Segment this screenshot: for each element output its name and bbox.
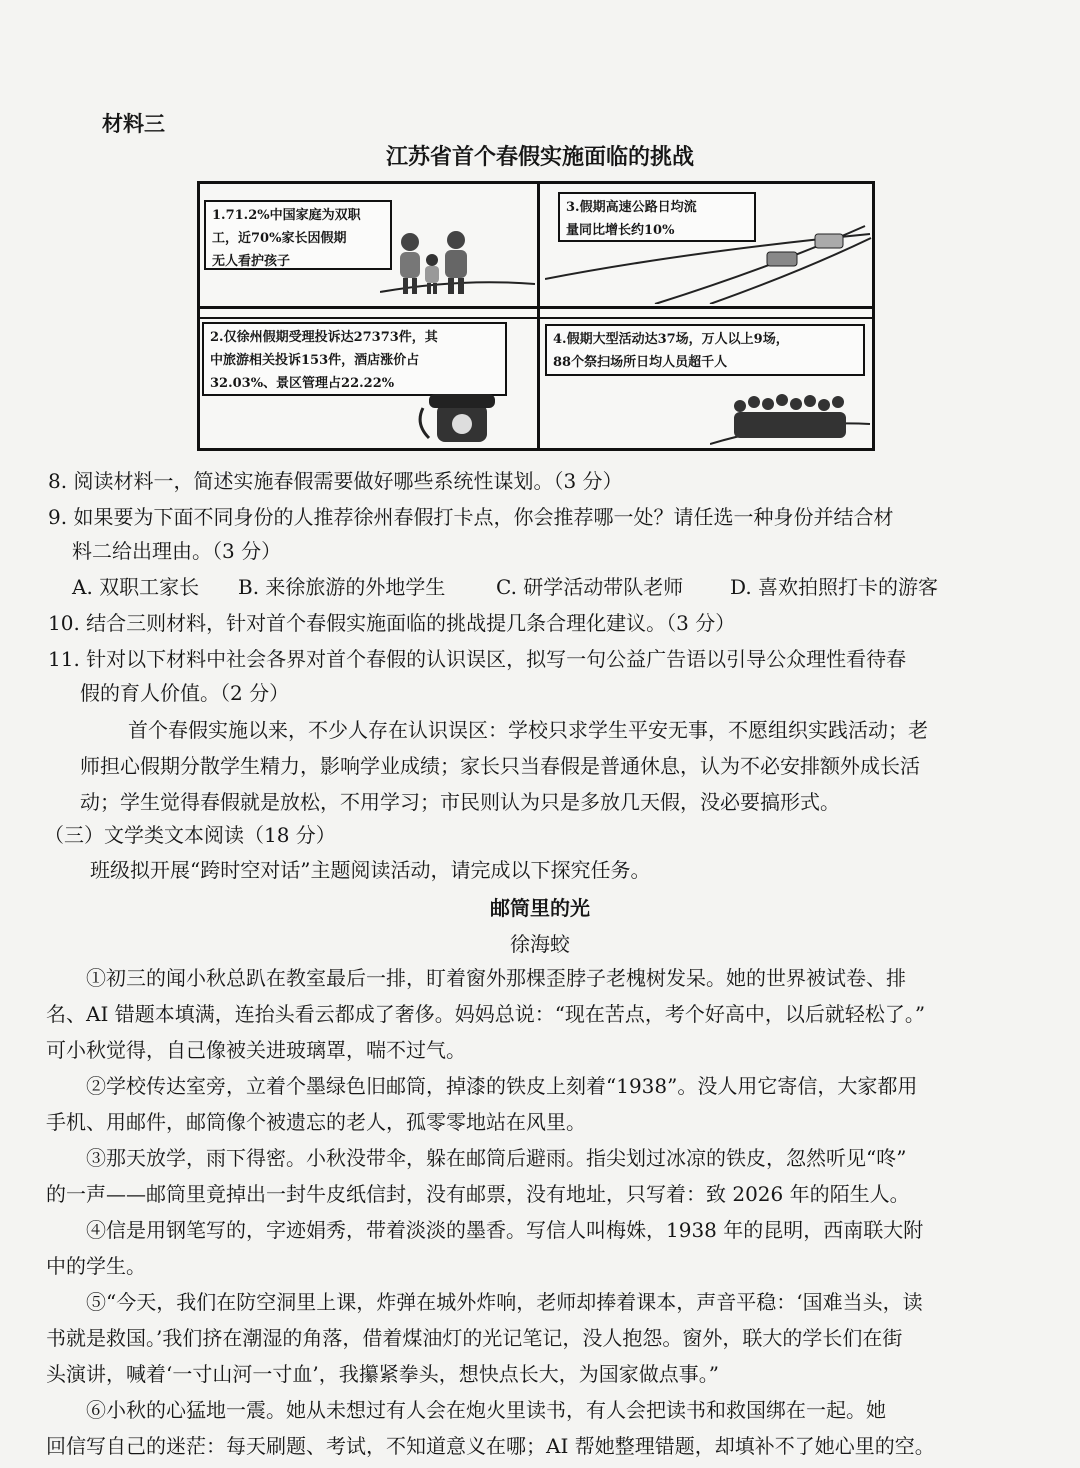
article-line: 书就是救国。’我们挤在潮湿的角落，借着煤油灯的光记笔记，没人抱怨。窗外，联大的学长们在街	[46, 1326, 903, 1350]
article-line: 手机、用邮件，邮筒像个被遗忘的老人，孤零零地站在风里。	[46, 1110, 586, 1134]
question-9-line-2: 料二给出理由。（3 分）	[72, 539, 282, 563]
article-line: ④信是用钢笔写的，字迹娟秀，带着淡淡的墨香。写信人叫梅姝，1938 年的昆明，西南联大附	[86, 1218, 924, 1242]
article-line: 可小秋觉得，自己像被关进玻璃罩，喘不过气。	[46, 1038, 466, 1062]
material-label: 材料三	[102, 111, 165, 136]
article-line: 回信写自己的迷茫：每天刷题、考试，不知道意义在哪；AI 帮她整理错题，却填补不了她心里的空。	[46, 1434, 935, 1458]
question-9-option-b: B. 来徐旅游的外地学生	[238, 575, 446, 599]
article-author: 徐海蛟	[510, 932, 570, 956]
family-illustration	[380, 222, 535, 304]
highway-illustration	[545, 224, 873, 304]
comic-panel-1-line: 工，近70%家长因假期	[212, 231, 347, 246]
article-line: ②学校传达室旁，立着个墨绿色旧邮筒，掉漆的铁皮上刻着“1938”。没人用它寄信，大家都用	[86, 1074, 918, 1098]
question-11-line-2: 假的育人价值。（2 分）	[80, 681, 290, 705]
comic-panel-1-line: 1.71.2%中国家庭为双职	[212, 208, 361, 223]
q11-material-line: 首个春假实施以来，不少人存在认识误区：学校只求学生平安无事，不愿组织实践活动；老	[128, 718, 928, 742]
question-10: 10. 结合三则材料，针对首个春假实施面临的挑战提几条合理化建议。（3 分）	[48, 611, 736, 635]
crowd-illustration	[710, 384, 875, 448]
q11-material-line: 师担心假期分散学生精力，影响学业成绩；家长只当春假是普通休息，认为不必安排额外成长活	[80, 754, 920, 778]
comic-title: 江苏省首个春假实施面临的挑战	[385, 144, 694, 170]
article-line: 头演讲，喊着‘一寸山河一寸血’，我攥紧拳头，想快点长大，为国家做点事。”	[46, 1362, 719, 1386]
article-line: 名、AI 错题本填满，连抬头看云都成了奢侈。妈妈总说：“现在苦点，考个好高中，以后就轻松了。”	[46, 1002, 926, 1026]
telephone-icon	[415, 384, 505, 448]
section-heading: （三）文学类文本阅读（18 分）	[44, 823, 336, 847]
article-line: ⑤“今天，我们在防空洞里上课，炸弹在城外炸响，老师却捧着课本，声音平稳：‘国难当头，读	[86, 1290, 923, 1314]
comic-panel-1-caption	[204, 200, 392, 270]
comic-panel-3-line: 量同比增长约10%	[566, 223, 675, 238]
question-11-line-1: 11. 针对以下材料中社会各界对首个春假的认识误区，拟写一句公益广告语以引导公众理性看待春	[48, 647, 907, 671]
article-title: 邮筒里的光	[490, 896, 590, 920]
q11-material-line: 动；学生觉得春假就是放松，不用学习；市民则认为只是多放几天假，没必要搞形式。	[80, 790, 840, 814]
section-intro: 班级拟开展“跨时空对话”主题阅读活动，请完成以下探究任务。	[90, 858, 651, 882]
question-9-option-d: D. 喜欢拍照打卡的游客	[730, 575, 939, 599]
article-line: ①初三的闻小秋总趴在教室最后一排，盯着窗外那棵歪脖子老槐树发呆。她的世界被试卷、排	[86, 966, 906, 990]
question-9-option-c: C. 研学活动带队老师	[496, 575, 684, 599]
article-line: 的一声——邮筒里竟掉出一封牛皮纸信封，没有邮票，没有地址，只写着：致 2026 年的陌生人。	[46, 1182, 910, 1206]
question-9-line-1: 9. 如果要为下面不同身份的人推荐徐州春假打卡点，你会推荐哪一处？请任选一种身份并结合材	[48, 505, 894, 529]
question-9-option-a: A. 双职工家长	[72, 575, 200, 599]
comic-panel-1-line: 无人看护孩子	[212, 254, 291, 269]
question-8: 8. 阅读材料一，简述实施春假需要做好哪些系统性谋划。（3 分）	[48, 469, 623, 493]
article-line: ⑥小秋的心猛地一震。她从未想过有人会在炮火里读书，有人会把读书和救国绑在一起。她	[86, 1398, 886, 1422]
comic-panel-2-line: 2.仅徐州假期受理投诉达27373件，其	[210, 330, 438, 345]
comic-panel-4-line: 4.假期大型活动达37场，万人以上9场，	[553, 332, 789, 347]
article-line: 中的学生。	[46, 1254, 146, 1278]
comic-panel-4-line: 88个祭扫场所日均人员超千人	[553, 355, 728, 370]
comic-panel-3-line: 3.假期高速公路日均流	[566, 200, 697, 215]
comic-panel-4-caption	[545, 324, 865, 376]
article-line: ③那天放学，雨下得密。小秋没带伞，躲在邮筒后避雨。指尖划过冰凉的铁皮，忽然听见“咚”	[86, 1146, 907, 1170]
comic-panel-2-line: 中旅游相关投诉153件，酒店涨价占	[210, 353, 420, 368]
comic-figure	[197, 181, 875, 451]
comic-panel-2-line: 32.03%、景区管理占22.22%	[210, 376, 395, 391]
